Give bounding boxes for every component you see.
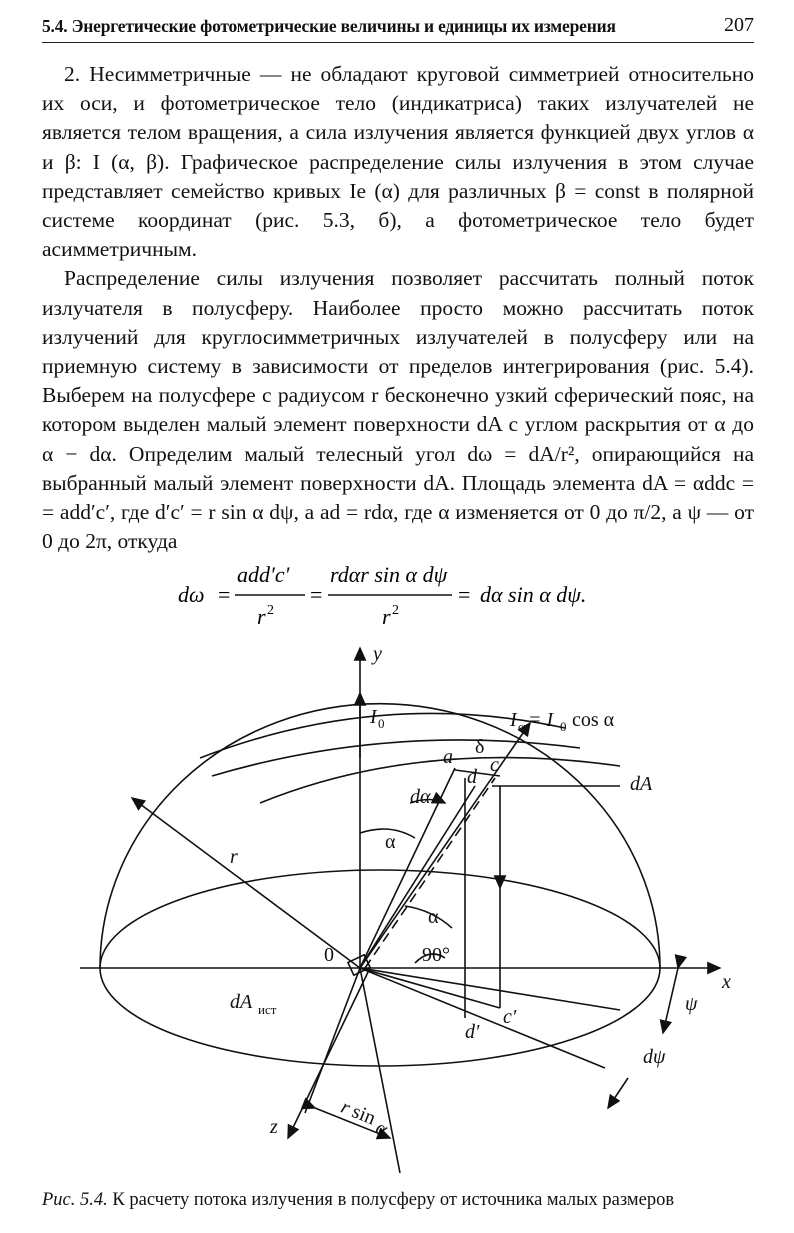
formula-lhs: dω bbox=[178, 582, 205, 607]
label-da: dA bbox=[630, 773, 653, 795]
formula-equals: = bbox=[218, 582, 231, 607]
label-ia: I bbox=[510, 709, 517, 731]
label-i0: I bbox=[370, 706, 377, 728]
label-delta: δ bbox=[475, 736, 485, 758]
main-text bbox=[42, 60, 754, 556]
formula-fraction-numerator: add′c′ bbox=[237, 562, 290, 587]
label-da-source-sub: ист bbox=[258, 1002, 277, 1017]
caption-label: Рис. 5.4. bbox=[42, 1190, 108, 1210]
ray-a bbox=[360, 768, 455, 968]
label-a: a bbox=[443, 746, 453, 768]
paragraph: 2. Несимметричные — не обладают круговой симметрией относительно их оси, и фотометрическое тело (индикатриса) таких излучателей не является телом вращения, а сила излучения является функцией двух углов α и β: I (α, β). Графическое распределение силы излучения в этом случае представляет семейство кривых Ie (α) для различных β = const в полярной системе координат (рис. 5.3, б), а фотометрическое тело будет асимметричным. bbox=[42, 62, 754, 262]
figure-caption bbox=[42, 1190, 754, 1211]
label-alpha-lower: α bbox=[428, 906, 439, 928]
label-ninety: 90° bbox=[422, 944, 450, 966]
label-x: x bbox=[722, 971, 731, 993]
label-z: z bbox=[270, 1116, 278, 1138]
label-rsin-alpha: α bbox=[372, 1116, 391, 1141]
label-origin: 0 bbox=[324, 944, 334, 966]
label-d-prime: d′ bbox=[465, 1021, 480, 1043]
figure-hemisphere-diagram bbox=[60, 638, 740, 1178]
psi-arrow bbox=[663, 968, 678, 1033]
label-da-source: dA bbox=[230, 991, 253, 1013]
page-number: 207 bbox=[724, 14, 754, 36]
label-psi: ψ bbox=[685, 993, 698, 1015]
formula-equals: = bbox=[310, 582, 323, 607]
label-ia-sub: α bbox=[518, 719, 525, 734]
base-ray-c bbox=[360, 968, 620, 1010]
running-section-title: 5.4. Энергетические фотометрические величины и единицы их измерения bbox=[42, 16, 616, 36]
label-d: d bbox=[467, 766, 477, 788]
base-ray-dpsi bbox=[360, 968, 605, 1068]
label-dalpha: dα bbox=[410, 786, 431, 808]
dpsi-arrow bbox=[608, 1078, 628, 1108]
rsin-extension bbox=[360, 968, 400, 1173]
label-y: y bbox=[373, 643, 382, 665]
label-ia-eq: = I bbox=[528, 709, 554, 731]
label-rsin: sin bbox=[348, 1100, 379, 1130]
caption-text: К расчету потока излучения в полусферу от источника малых размеров bbox=[107, 1190, 675, 1210]
z-axis-secondary bbox=[305, 968, 360, 1113]
label-dpsi: dψ bbox=[643, 1046, 666, 1068]
paragraph: Распределение силы излучения позволяет рассчитать полный поток излучателя в полусферу. Наиболее просто можно рассчитать поток излучений для круглосимметричных излучателей в полусферу или на приемную систему в зависимости от пределов интегрирования (рис. 5.4). Выберем на полусфере с радиусом r бесконечно узкий сферический пояс, на котором выделен малый элемент поверхности dA с углом раскрытия от α до α − dα. Определим малый телесный угол dω = dA/r², опирающийся на выбранный малый элемент поверхности dA. Площадь элемента dA = αddc = = add′c′, где d′c′ = r sin α dψ, а ad = rdα, где α изменяется от 0 до π/2, а ψ — от 0 до 2π, откуда bbox=[42, 266, 754, 554]
label-c-prime: c′ bbox=[503, 1006, 517, 1028]
formula-fraction-denominator: r bbox=[257, 604, 266, 629]
label-rsin-r: r bbox=[337, 1095, 354, 1120]
label-r: r bbox=[230, 846, 238, 868]
formula-fraction-numerator: rdαr sin α dψ bbox=[330, 562, 448, 587]
ray-d bbox=[360, 786, 475, 968]
belt-arc-lower bbox=[260, 758, 620, 803]
formula-rhs: dα sin α dψ. bbox=[480, 582, 587, 607]
page-header bbox=[42, 12, 754, 43]
label-alpha-upper: α bbox=[385, 831, 396, 853]
formula-exponent: 2 bbox=[392, 603, 399, 618]
formula-equals: = bbox=[458, 582, 471, 607]
label-ia-eq-sub: 0 bbox=[560, 719, 567, 734]
formula-exponent: 2 bbox=[267, 603, 274, 618]
label-c: c bbox=[490, 754, 499, 776]
formula-fraction-denominator: r bbox=[382, 604, 391, 629]
label-cos-alpha: cos α bbox=[572, 709, 615, 731]
radius-line bbox=[132, 798, 360, 968]
formula-solid-angle bbox=[0, 560, 794, 632]
label-i0-sub: 0 bbox=[378, 716, 385, 731]
